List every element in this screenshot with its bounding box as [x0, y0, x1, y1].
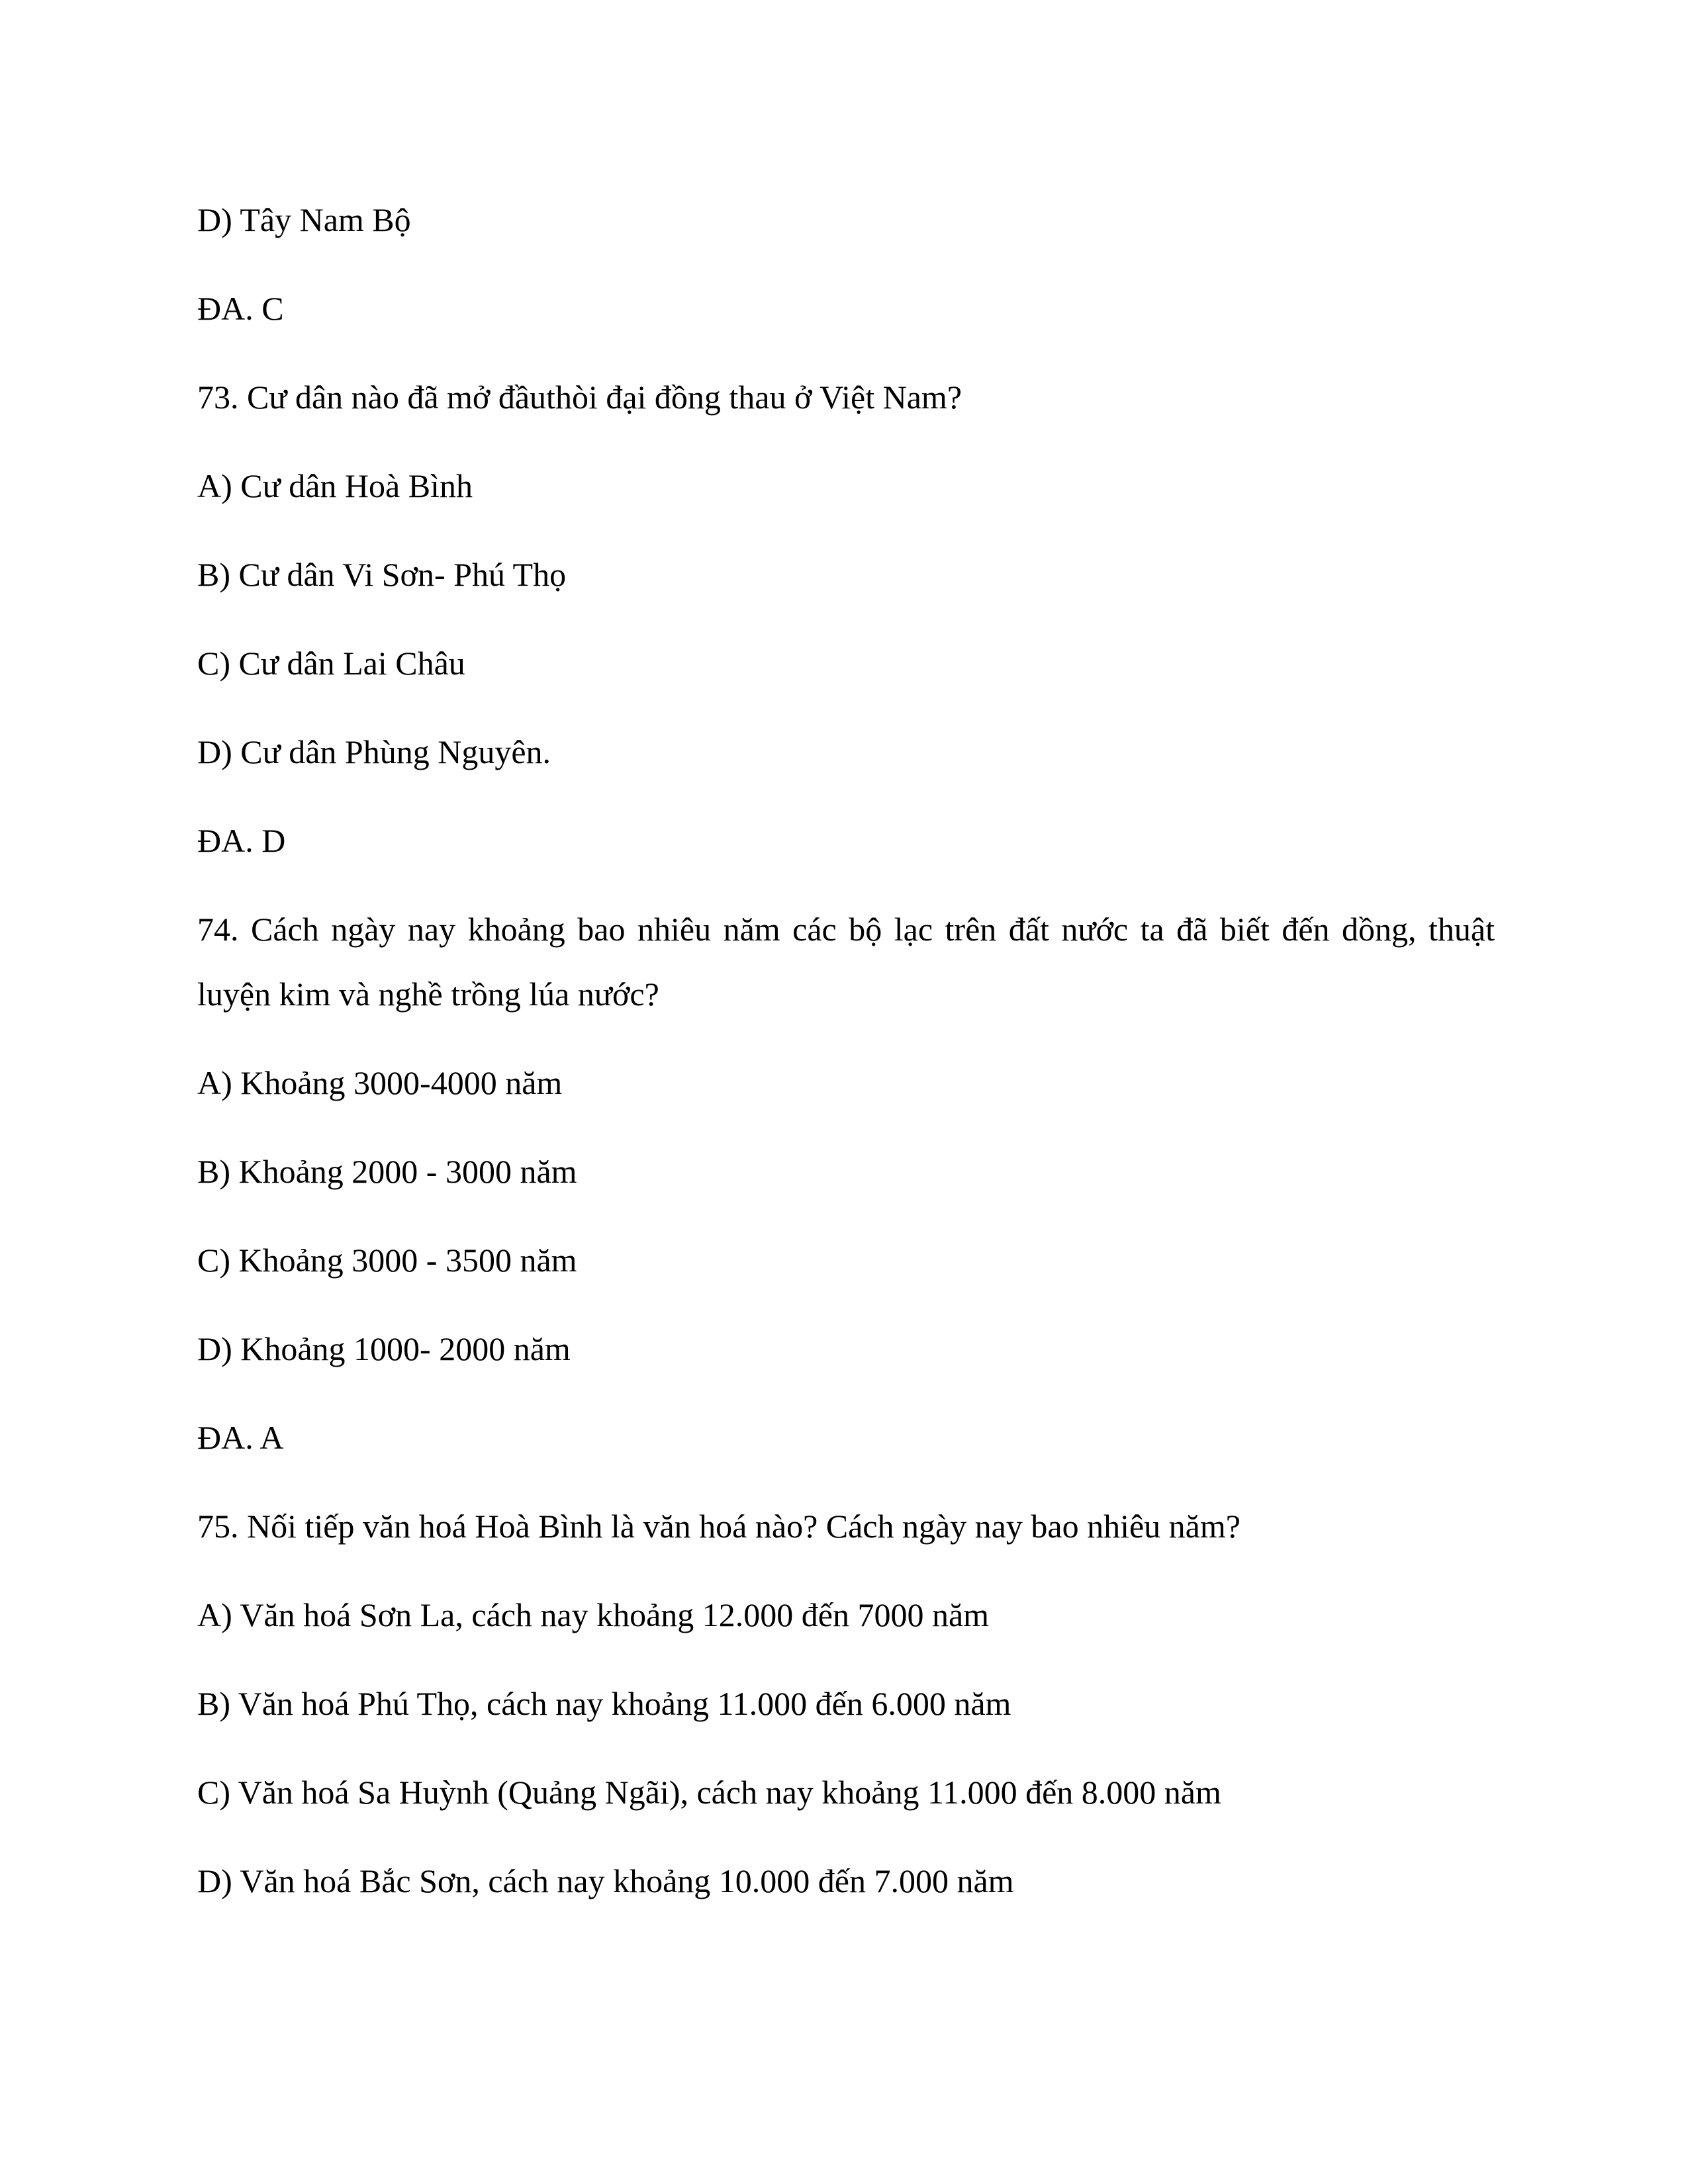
q74-question: 74. Cách ngày nay khoảng bao nhiêu năm các bộ lạc trên đất nước ta đã biết đến dồng, thuật luyện kim và nghề trồng lúa nước?	[197, 911, 1495, 1013]
q73-option-b: B) Cư dân Vi Sơn- Phú Thọ	[197, 556, 567, 593]
q74-option-d: D) Khoảng 1000- 2000 năm	[197, 1330, 571, 1367]
q75-option-b: B) Văn hoá Phú Thọ, cách nay khoảng 11.000 đến 6.000 năm	[197, 1685, 1011, 1722]
q74-answer: ĐA. A	[197, 1419, 284, 1456]
q73-option-c: C) Cư dân Lai Châu	[197, 645, 465, 682]
q75-option-a: A) Văn hoá Sơn La, cách nay khoảng 12.000 đến 7000 năm	[197, 1596, 990, 1633]
prev-answer: ĐA. C	[197, 290, 284, 327]
q73-question: 73. Cư dân nào đã mở đầuthòi đại đồng thau ở Việt Nam?	[197, 379, 962, 416]
q75-option-c: C) Văn hoá Sa Huỳnh (Quảng Ngãi), cách nay khoảng 11.000 đến 8.000 năm	[197, 1774, 1221, 1811]
q75-question: 75. Nối tiếp văn hoá Hoà Bình là văn hoá nào? Cách ngày nay bao nhiêu năm?	[197, 1508, 1241, 1545]
q73-option-d: D) Cư dân Phùng Nguyên.	[197, 733, 551, 770]
q74-option-c: C) Khoảng 3000 - 3500 năm	[197, 1242, 577, 1279]
q73-option-a: A) Cư dân Hoà Bình	[197, 467, 473, 504]
q75-option-d: D) Văn hoá Bắc Sơn, cách nay khoảng 10.000 đến 7.000 năm	[197, 1862, 1014, 1899]
q73-answer: ĐA. D	[197, 822, 286, 859]
q74-option-b: B) Khoảng 2000 - 3000 năm	[197, 1153, 577, 1190]
q74-option-a: A) Khoảng 3000-4000 năm	[197, 1064, 563, 1101]
prev-option-d: D) Tây Nam Bộ	[197, 201, 411, 238]
